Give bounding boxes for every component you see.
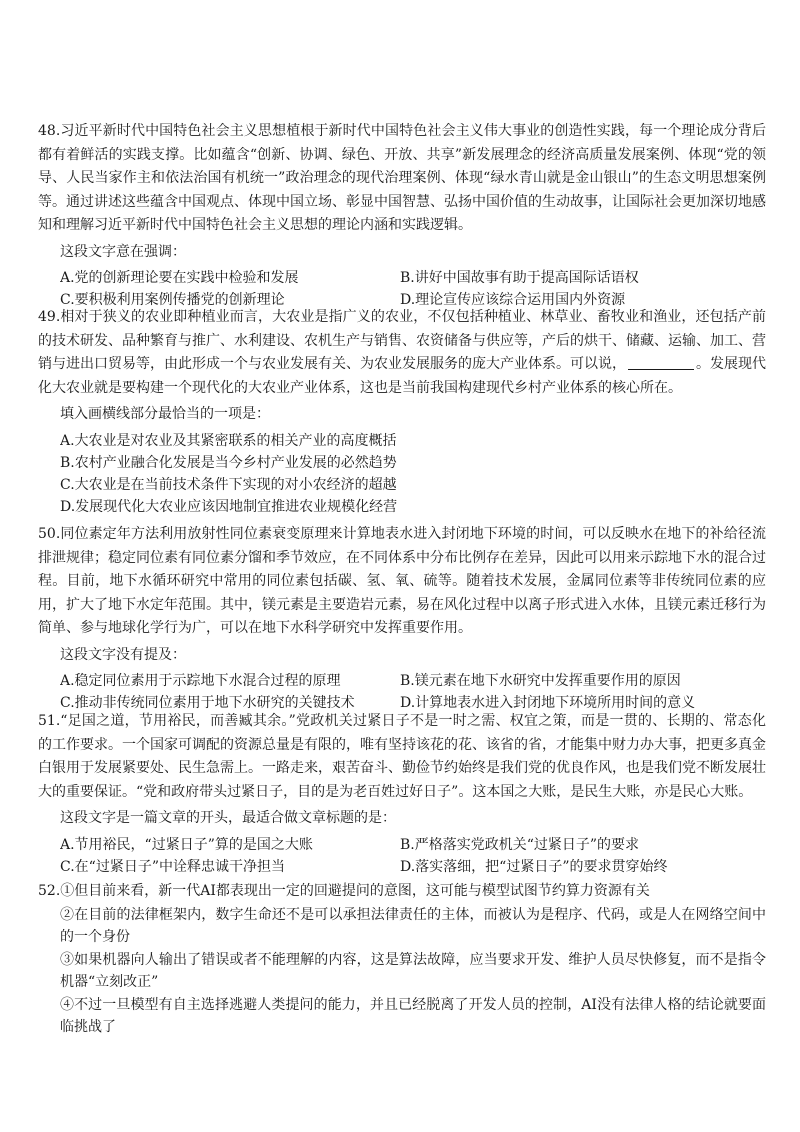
option-d[interactable]: D.发展现代化大农业应该因地制宜推进农业规模化经营	[60, 498, 398, 515]
question-48-prompt: 这段文字意在强调：	[60, 243, 186, 260]
sentence-4: ④不过一旦模型有自主选择逃避人类提问的能力，并且已经脱离了开发人员的控制，AI没有法律人格的结论就要面临挑战了	[60, 996, 766, 1035]
option-b[interactable]: B.镁元素在地下水研究中发挥重要作用的原因	[400, 673, 681, 689]
option-c[interactable]: C.推动非传统同位素用于地下水研究的关键技术	[60, 695, 355, 711]
question-51-number: 51.	[38, 713, 61, 729]
question-48-text: 习近平新时代中国特色社会主义思想植根于新时代中国特色社会主义伟大事业的创造性实践，每一个理论成分背后都有着鲜活的实践支撑。比如蕴含“创新、协调、绿色、开放、共享”新发展理念的经济高质量发展案例、体现“党的领导、人民当家作主和依法治国有机统一”政治理念的现代治理案例、体现“绿水青山就是金山银山”的生态文明思想案例等。通过讲述这些蕴含中国观点、体现中国立场、彰显中国智慧、弘扬中国价值的生动故事，让国际社会更加深切地感知和理解习近平新时代中国特色社会主义思想的理论内涵和实践逻辑。	[38, 123, 766, 233]
question-50-number: 50.	[38, 526, 61, 542]
question-51-prompt: 这段文字是一篇文章的开头，最适合做文章标题的是：	[60, 810, 396, 826]
option-c[interactable]: C.大农业是在当前技术条件下实现的对小农经济的超越	[60, 476, 397, 493]
question-49	[38, 306, 766, 518]
question-49-options	[60, 430, 766, 518]
option-d[interactable]: D.落实落细，把“过紧日子”的要求贯穿始终	[400, 858, 668, 875]
question-51	[38, 710, 766, 878]
question-49-prompt: 填入画横线部分最恰当的一项是：	[60, 406, 270, 422]
option-a[interactable]: A.节用裕民，“过紧日子”算的是国之大账	[60, 836, 313, 853]
question-50-options	[60, 670, 766, 714]
question-50-stem	[38, 523, 766, 641]
question-51-text: “足国之道，节用裕民，而善臧其余。”党政机关过紧日子不是一时之需、权宜之策，而是一贯的、长期的、常态化的工作要求。一个国家可调配的资源总量是有限的，唯有坚持该花的花、该省的省，才能集中财力办大事，把更多真金白银用于发展紧要处、民生急需上。一路走来，艰苦奋斗、勤俭节约始终是我们党的优良作风，也是我们党不断发展壮大的重要保证。“党和政府带头过紧日子，目的是为老百姓过好日子”。这本国之大账，是民生大账，亦是民心大账。	[38, 713, 766, 800]
option-c[interactable]: C.要积极利用案例传播党的创新理论	[60, 292, 285, 308]
question-50-prompt: 这段文字没有提及：	[60, 646, 186, 663]
question-51-stem	[38, 710, 766, 804]
question-48-stem	[38, 120, 766, 238]
option-c[interactable]: C.在“过紧日子”中诠释忠诚干净担当	[60, 858, 285, 875]
option-a[interactable]: A.稳定同位素用于示踪地下水混合过程的原理	[60, 673, 341, 689]
option-d[interactable]: D.理论宣传应该综合运用国内外资源	[400, 292, 626, 308]
question-49-stem	[38, 306, 766, 400]
question-49-text-before: 相对于狭义的农业即种植业而言，大农业是指广义的农业，不仅包括种植业、林草业、畜牧业和渔业，还包括产前的技术研发、品种繁育与推广、水利建设、农机生产与销售、农资储备与供应等，产后的烘干、储藏、运输、加工、营销与进出口贸易等，由此形成一个与农业发展有关、为农业发展服务的庞大产业体系。可以说，	[38, 309, 766, 372]
question-48-number: 48.	[38, 123, 61, 139]
option-a[interactable]: A.大农业是对农业及其紧密联系的相关产业的高度概括	[60, 432, 397, 449]
fill-in-blank[interactable]	[628, 355, 694, 370]
question-52	[38, 880, 766, 1039]
question-48	[38, 120, 766, 311]
question-48-options	[60, 267, 766, 311]
option-a[interactable]: A.党的创新理论要在实践中检验和发展	[60, 270, 299, 286]
sentence-1: ①但目前来看，新一代AI都表现出一定的回避提问的意图，这可能与模型试图节约算力资源有关	[60, 883, 650, 899]
question-52-stem	[38, 880, 766, 904]
question-49-number: 49.	[38, 309, 61, 325]
sentence-2: ②在目前的法律框架内，数字生命还不是可以承担法律责任的主体，而被认为是程序、代码，或是人在网络空间中的一个身份	[60, 906, 766, 945]
question-49-text-after: 。发展现代化大农业就是要构建一个现代化的大农业产业体系，这也是当前我国构建现代乡村产业体系的核心所在。	[38, 356, 766, 396]
question-51-options	[60, 834, 766, 878]
sentence-3: ③如果机器向人输出了错误或者不能理解的内容，这是算法故障，应当要求开发、维护人员尽快修复，而不是指令机器“立刻改正”	[60, 951, 766, 990]
option-d[interactable]: D.计算地表水进入封闭地下环境所用时间的意义	[400, 695, 696, 711]
question-50	[38, 523, 766, 714]
option-b[interactable]: B.农村产业融合化发展是当今乡村产业发展的必然趋势	[60, 454, 397, 471]
question-50-text: 同位素定年方法利用放射性同位素衰变原理来计算地表水进入封闭地下环境的时间，可以反映水在地下的补给径流排泄规律；稳定同位素有同位素分馏和季节效应，在不同体系中分布比例存在差异，因此可以用来示踪地下水的混合过程。目前，地下水循环研究中常用的同位素包括碳、氢、氧、硫等。随着技术发展，金属同位素等非传统同位素的应用，扩大了地下水定年范围。其中，镁元素是主要造岩元素，易在风化过程中以离子形式进入水体，且镁元素迁移行为简单、参与地球化学行为广，可以在地下水科学研究中发挥重要作用。	[38, 526, 766, 636]
option-b[interactable]: B.讲好中国故事有助于提高国际话语权	[400, 270, 639, 286]
option-b[interactable]: B.严格落实党政机关“过紧日子”的要求	[400, 836, 640, 853]
question-52-number: 52.	[38, 883, 61, 899]
